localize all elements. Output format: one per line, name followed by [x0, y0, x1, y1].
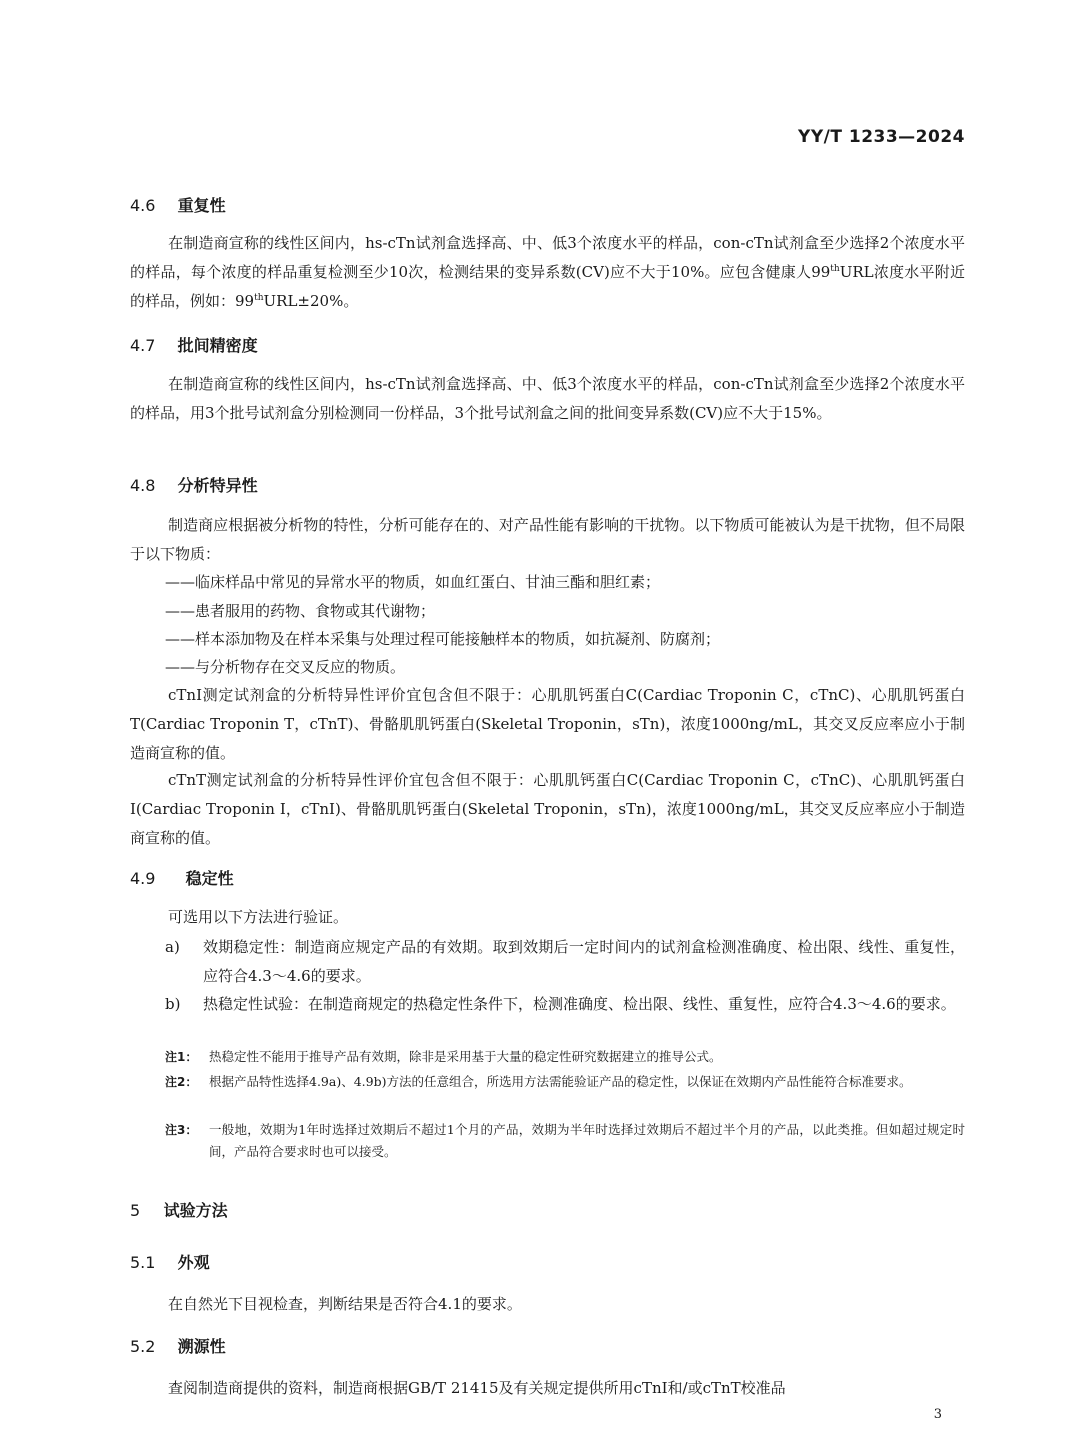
dash-item: ——与分析物存在交叉反应的物质。	[165, 658, 406, 676]
dash-item: ——患者服用的药物、食物或其代谢物；	[165, 602, 436, 620]
section-number: 4.8	[130, 476, 156, 495]
section-heading-4-7	[130, 333, 258, 356]
section-number: 5.1	[130, 1253, 156, 1272]
note-text: 热稳定性不能用于推导产品有效期，除非是采用基于大量的稳定性研究数据建立的推导公式。	[209, 1049, 722, 1064]
section-heading-4-9	[130, 866, 234, 889]
section-heading-5	[130, 1198, 228, 1221]
list-label: a)	[165, 938, 180, 956]
paragraph-4-8-intro	[130, 511, 965, 569]
note-3	[165, 1119, 965, 1163]
section-title: 稳定性	[185, 869, 234, 888]
paragraph-ctni	[130, 681, 965, 768]
paragraph-4-7	[130, 370, 965, 428]
paragraph-text: cTnT测定试剂盒的分析特异性评价宜包含但不限于：心肌肌钙蛋白C(Cardiac Troponin C，cTnC)、心肌肌钙蛋白I(Cardiac Troponin I，cTnI)、骨骼肌肌钙蛋白(Skeletal Troponin，sTn)，浓度1000ng/mL，其交叉反应率应小于制造商宣称的值。	[130, 771, 965, 847]
list-text: 热稳定性试验：在制造商规定的热稳定性条件下，检测准确度、检出限、线性、重复性，应符合4.3～4.6的要求。	[203, 995, 956, 1013]
paragraph-text: 在制造商宣称的线性区间内，hs-cTn试剂盒选择高、中、低3个浓度水平的样品，con-cTn试剂盒至少选择2个浓度水平的样品，每个浓度的样品重复检测至少10次，检测结果的变异系数(CV)应不大于10%。应包含健康人99thURL浓度水平附近的样品，例如：99thURL±20%。	[130, 234, 965, 310]
paragraph-5-1	[130, 1290, 965, 1319]
note-text: 根据产品特性选择4.9a)、4.9b)方法的任意组合，所选用方法需能验证产品的稳定性，以保证在效期内产品性能符合标准要求。	[209, 1074, 912, 1089]
note-label: 注2：	[165, 1075, 198, 1089]
page-number: 3	[933, 1407, 942, 1422]
list-item-a	[165, 933, 965, 991]
paragraph-4-6	[130, 229, 965, 316]
note-label: 注3：	[165, 1123, 198, 1137]
standard-code: YY/T 1233—2024	[798, 127, 965, 147]
section-title: 外观	[177, 1253, 210, 1272]
section-number: 4.9	[130, 869, 156, 888]
paragraph-5-2	[130, 1374, 965, 1403]
section-number: 4.7	[130, 336, 156, 355]
paragraph-text: 查阅制造商提供的资料，制造商根据GB/T 21415及有关规定提供所用cTnI和/或cTnT校准品	[168, 1379, 786, 1397]
paragraph-text: 在制造商宣称的线性区间内，hs-cTn试剂盒选择高、中、低3个浓度水平的样品，con-cTn试剂盒至少选择2个浓度水平的样品，用3个批号试剂盒分别检测同一份样品，3个批号试剂盒之间的批间变异系数(CV)应不大于15%。	[130, 375, 965, 422]
note-label: 注1：	[165, 1050, 198, 1064]
paragraph-text: 可选用以下方法进行验证。	[168, 908, 349, 926]
paragraph-text: cTnI测定试剂盒的分析特异性评价宜包含但不限于：心肌肌钙蛋白C(Cardiac Troponin C，cTnC)、心肌肌钙蛋白T(Cardiac Troponin T，cTnT)、骨骼肌肌钙蛋白(Skeletal Troponin，sTn)，浓度1000ng/mL，其交叉反应率应小于制造商宣称的值。	[130, 686, 965, 762]
section-title: 批间精密度	[177, 336, 258, 355]
dash-item: ——临床样品中常见的异常水平的物质，如血红蛋白、甘油三酯和胆红素；	[165, 573, 661, 591]
section-heading-5-1	[130, 1250, 210, 1273]
section-number: 4.6	[130, 196, 156, 215]
list-label: b)	[165, 995, 181, 1013]
dash-item: ——样本添加物及在样本采集与处理过程可能接触样本的物质，如抗凝剂、防腐剂；	[165, 630, 721, 648]
section-title: 试验方法	[163, 1201, 228, 1220]
section-heading-5-2	[130, 1334, 226, 1357]
section-heading-4-8	[130, 473, 258, 496]
note-text: 一般地，效期为1年时选择过效期后不超过1个月的产品，效期为半年时选择过效期后不超过半个月的产品，以此类推。但如超过规定时间，产品符合要求时也可以接受。	[209, 1122, 965, 1159]
section-title: 重复性	[177, 196, 226, 215]
section-heading-4-6	[130, 193, 226, 216]
note-2	[165, 1071, 965, 1093]
paragraph-4-9-intro	[130, 903, 965, 932]
section-title: 分析特异性	[177, 476, 258, 495]
list-text: 效期稳定性：制造商应规定产品的有效期。取到效期后一定时间内的试剂盒检测准确度、检出限、线性、重复性，应符合4.3～4.6的要求。	[203, 938, 965, 985]
list-item-b	[165, 990, 965, 1019]
paragraph-ctnt	[130, 766, 965, 853]
section-number: 5.2	[130, 1337, 156, 1356]
section-number: 5	[130, 1201, 141, 1220]
section-title: 溯源性	[177, 1337, 226, 1356]
paragraph-text: 在自然光下目视检查，判断结果是否符合4.1的要求。	[168, 1295, 522, 1313]
paragraph-text: 制造商应根据被分析物的特性，分析可能存在的、对产品性能有影响的干扰物。以下物质可能被认为是干扰物，但不局限于以下物质：	[130, 516, 965, 563]
note-1	[165, 1046, 965, 1068]
